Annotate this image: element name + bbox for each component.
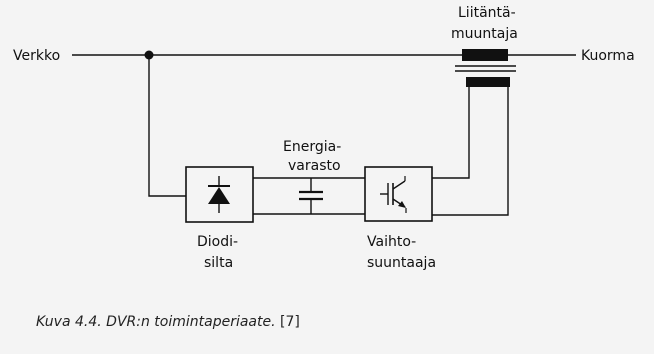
figure-caption xyxy=(36,314,300,330)
transformer-label-line1: Liitäntä- xyxy=(458,5,516,21)
bridge-label-line1: Diodi- xyxy=(197,234,239,250)
transformer-label-line2: muuntaja xyxy=(451,26,518,42)
inverter-box xyxy=(365,167,432,221)
inverter-label-line2: suuntaaja xyxy=(367,255,437,271)
grid-label: Verkko xyxy=(13,48,61,64)
storage-label-line1: Energia- xyxy=(283,139,342,155)
igbt-collector xyxy=(393,181,405,189)
inverter-label-line1: Vaihto- xyxy=(367,234,417,250)
transformer-primary-winding xyxy=(462,49,508,61)
igbt-emitter-arrow xyxy=(398,201,406,208)
caption-reference: [7] xyxy=(275,314,300,330)
diode-icon xyxy=(208,187,230,204)
transformer-secondary-winding xyxy=(466,77,510,87)
wire-inverter-to-transformer-1 xyxy=(432,87,469,178)
load-label: Kuorma xyxy=(581,48,635,64)
bridge-label-line2: silta xyxy=(204,255,234,271)
storage-label-line2: varasto xyxy=(288,158,341,174)
wire-inverter-to-transformer-2 xyxy=(432,87,508,215)
wire-junction-to-bridge xyxy=(149,55,186,196)
caption-text: Kuva 4.4. DVR:n toimintaperiaate. xyxy=(36,314,276,330)
